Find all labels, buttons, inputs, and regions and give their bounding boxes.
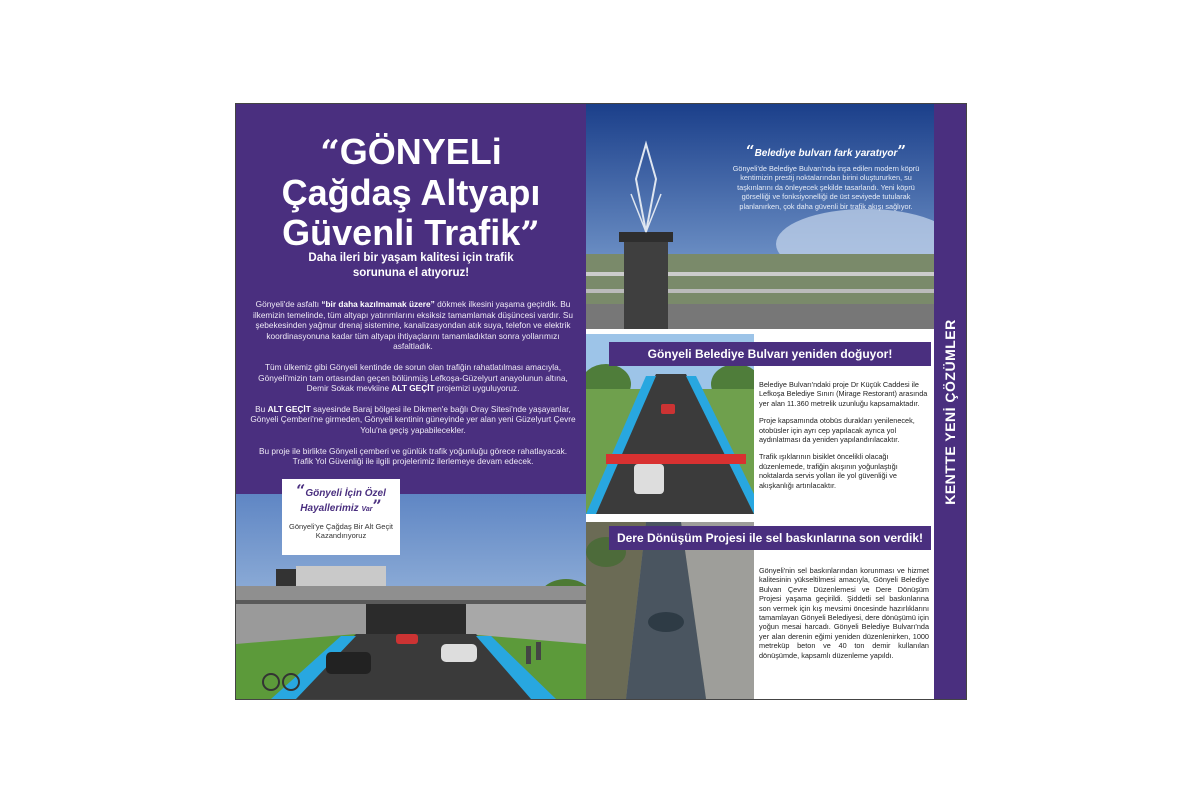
subhead: Daha ileri bir yaşam kalitesi için trafik sorununa el atıyoruz! [308,252,514,279]
bridge-image [586,104,934,329]
headline-line2: Çağdaş Altyapı [281,172,541,213]
body-paragraph-1: Gönyeli'de asfaltı “bir daha kazılmamak üzere” dökmek ilkesini yaşama geçirdik. Bu ilkemizin temelinde, tüm altyapı yatırımlarını eksiksiz tamamlamak düşüncesi vardır. Su şebekesinden yağmur drenaj sistemine, kanalizasyondan atık suya, telefon ve elektrik koordinasyonuna kadar tüm altyapı ihtiyaçlarını tamamladıktan sonra yollarımızı asfaltladık. [252,299,573,352]
bridge-close-quote: ” [897,142,907,160]
boulevard-paragraph-1: Belediye Bulvarı'ndaki proje Dr Küçük Caddesi ile Lefkoşa Belediye Sınırı (Mirage Restorant) arasında yer alan 11.360 metrelik uzunluğu kapsamaktadır. [759,380,928,408]
boulevard-text [759,380,929,498]
headline-line1: GÖNYELi [339,131,502,172]
sidebar-label: KENTTE YENİ ÇÖZÜMLER [942,319,958,505]
banner-boulevard: Gönyeli Belediye Bulvarı yeniden doğuyor! [609,342,931,366]
close-quote: ” [520,214,540,254]
quote-box-title1: Gönyeli İçin Özel [305,488,386,499]
body-paragraph-3: Bu ALT GEÇİT sayesinde Baraj bölgesi ile Dikmen'e bağlı Oray Sitesi'nde yaşayanlar, Gönyeli Çemberi'ne girmeden, Gönyeli kentinin güneyinde yer alan yeni Güzelyurt Çevre Yolu'na geçiş yapabilecekler. [250,403,576,435]
left-page [236,104,586,699]
river-text: Gönyeli'nin sel baskınlarından korunması ve hizmet kalitesinin yükseltilmesi amacıyla, Gönyeli Belediye Bulvarı Çevre Düzenlemesi ve Dere Dönüşüm Projesi yaşama geçirildi. Şiddetli sel baskınlarına son vermek için kış mevsimi öncesinde hazırlıklarını tamamlayan Gönyeli Belediyesi, dere dönüşümü için yoğun mesai harcadı. Gönyeli Belediye Bulvarı'nda yer alan derenin eğimi yeniden düzenlenirken, 1000 metreküp beton ve 40 ton demir kullanılan dönüşümde, kapsamlı düzenleme yapıldı. [759,566,929,660]
quote-box-close-quote: ” [372,496,382,515]
open-quote: “ [320,133,340,173]
bridge-callout [726,142,926,211]
banner-river: Dere Dönüşüm Projesi ile sel baskınlarına son verdik! [609,526,931,550]
right-page [586,104,966,699]
boulevard-paragraph-3: Trafik ışıklarının bisiklet öncelikli olacağı düzenlemede, trafiğin akışının yoğunlaştığı noktalarda servis yolları ile yol güvenliği ve akışkanlığı artırılacaktır. [759,452,898,490]
bridge-title: Belediye bulvarı fark yaratıyor [754,148,898,159]
quote-box-open-quote: “ [296,481,306,500]
body-paragraph-2: Tüm ülkemiz gibi Gönyeli kentinde de sorun olan trafiğin rahatlatılması amacıyla, Gönyeli'mizin tam ortasından geçen bölünmüş Lefkoşa-Güzelyurt anayolunun altına, Demir Sokak mevkiine ALT GEÇİT projemizi uyguluyoruz. [258,361,568,394]
headline [236,132,586,254]
bridge-open-quote: “ [745,142,755,160]
magazine-spread [235,103,967,700]
quote-box [282,479,400,555]
quote-box-title2: Hayallerimiz [300,503,359,514]
sidebar [934,104,966,699]
body-paragraph-4: Bu proje ile birlikte Gönyeli çemberi ve günlük trafik yoğunluğu görece rahatlayacak. Trafik Yol Güvenliği ile ilgili projelerimiz ilerlemeye devam edecek. [258,445,568,467]
quote-box-title-var: Var [361,506,373,513]
bridge-body: Gönyeli'de Belediye Bulvarı'nda inşa edilen modern köprü kentimizin prestij noktalarından birini oluştururken, su taşkınlarını da önleyecek şekilde tasarlandı. Yeni köprü görselliği ve fonksiyonelliği de üst seviyede tutularak planlanırken, çok daha güvenli bir trafik akışı sağlıyor. [732,164,920,211]
headline-line3: Güvenli Trafik [282,212,521,253]
quote-box-sub: Gönyeli'ye Çağdaş Bir Alt Geçit Kazandırıyoruz [289,522,393,540]
boulevard-paragraph-2: Proje kapsamında otobüs durakları yenilenecek, otobüsler için ayrı cep yapılacak ayrıca yol aydınlatması da yeniden yapılandırılacaktır. [759,416,915,445]
body-text [248,299,578,477]
